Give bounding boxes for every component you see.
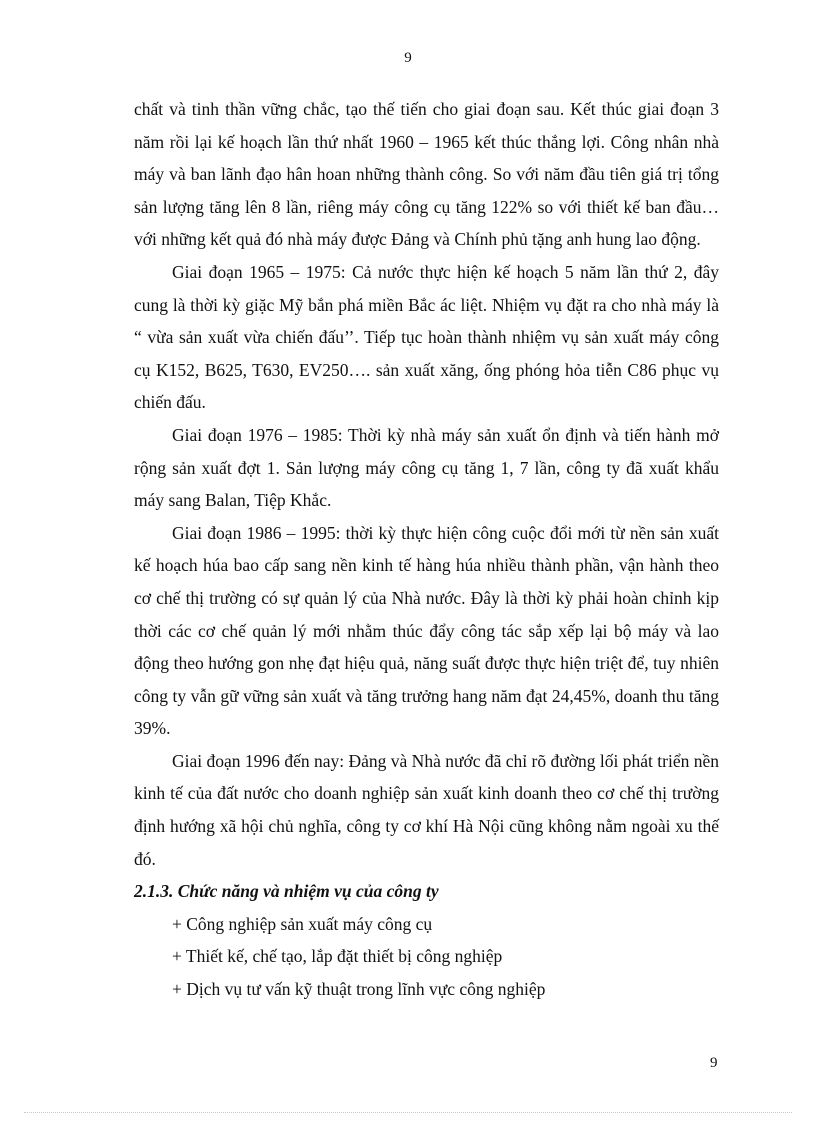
paragraph-continuation: chất và tinh thần vững chắc, tạo thế tiến cho giai đoạn sau. Kết thúc giai đoạn 3 năm rồi lại kế hoạch lần thứ nhất 1960 – 1965 kết thúc thắng lợi. Công nhân nhà máy và ban lãnh đạo hân hoan những thành công. So với năm đầu tiên giá trị tổng sản lượng tăng lên 8 lần, riêng máy công cụ tăng 122% so với thiết kế ban đầu… với những kết quả đó nhà máy được Đảng và Chính phủ tặng anh hung lao động.	[134, 99, 719, 250]
document-body	[134, 93, 719, 1006]
page-number-top: 9	[404, 50, 412, 66]
paragraph-1996-present: Giai đoạn 1996 đến nay: Đảng và Nhà nước đã chỉ rõ đường lối phát triển nền kinh tế của đất nước cho doanh nghiệp sản xuất kinh doanh theo cơ chế thị trường định hướng xã hội chủ nghĩa, công ty cơ khí Hà Nội cũng không nằm ngoài xu thế đó.	[134, 750, 719, 869]
paragraph-1965-1975: Giai đoạn 1965 – 1975: Cả nước thực hiện kế hoạch 5 năm lần thứ 2, đây cung là thời kỳ giặc Mỹ bắn phá miền Bắc ác liệt. Nhiệm vụ đặt ra cho nhà máy là “ vừa sản xuất vừa chiến đấu’’. Tiếp tục hoàn thành nhiệm vụ sản xuất máy công cụ K152, B625, T630, EV250…. sản xuất xăng, ống phóng hỏa tiễn C86 phục vụ chiến đấu.	[134, 261, 719, 413]
paragraph-1976-1985: Giai đoạn 1976 – 1985: Thời kỳ nhà máy sản xuất ổn định và tiến hành mở rộng sản xuất đợt 1. Sản lượng máy công cụ tăng 1, 7 lần, công ty đã xuất khẩu máy sang Balan, Tiệp Khắc.	[134, 424, 719, 511]
page-number-bottom: 9	[710, 1055, 718, 1071]
paragraph-1986-1995: Giai đoạn 1986 – 1995: thời kỳ thực hiện công cuộc đổi mới từ nền sản xuất kế hoạch húa bao cấp sang nền kinh tế hàng húa nhiều thành phần, vận hành theo cơ chế thị trường có sự quản lý của Nhà nước. Đây là thời kỳ phải hoàn chỉnh kịp thời các cơ chế quản lý mới nhằm thúc đẩy công tác sắp xếp lại bộ máy và lao động theo hướng gon nhẹ đạt hiệu quả, năng suất được thực hiện triệt để, tuy nhiên công ty vẫn gữ vững sản xuất và tăng trưởng hang năm đạt 24,45%, doanh thu tăng 39%.	[134, 522, 719, 739]
section-heading: 2.1.3. Chức năng và nhiệm vụ của công ty	[134, 881, 439, 902]
list-item: + Công nghiệp sản xuất máy công cụ	[172, 913, 433, 934]
list-item: + Dịch vụ tư vấn kỹ thuật trong lĩnh vực công nghiệp	[172, 979, 546, 1000]
list-item: + Thiết kế, chế tạo, lắp đặt thiết bị công nghiệp	[172, 946, 503, 967]
footer-divider	[24, 1112, 792, 1113]
